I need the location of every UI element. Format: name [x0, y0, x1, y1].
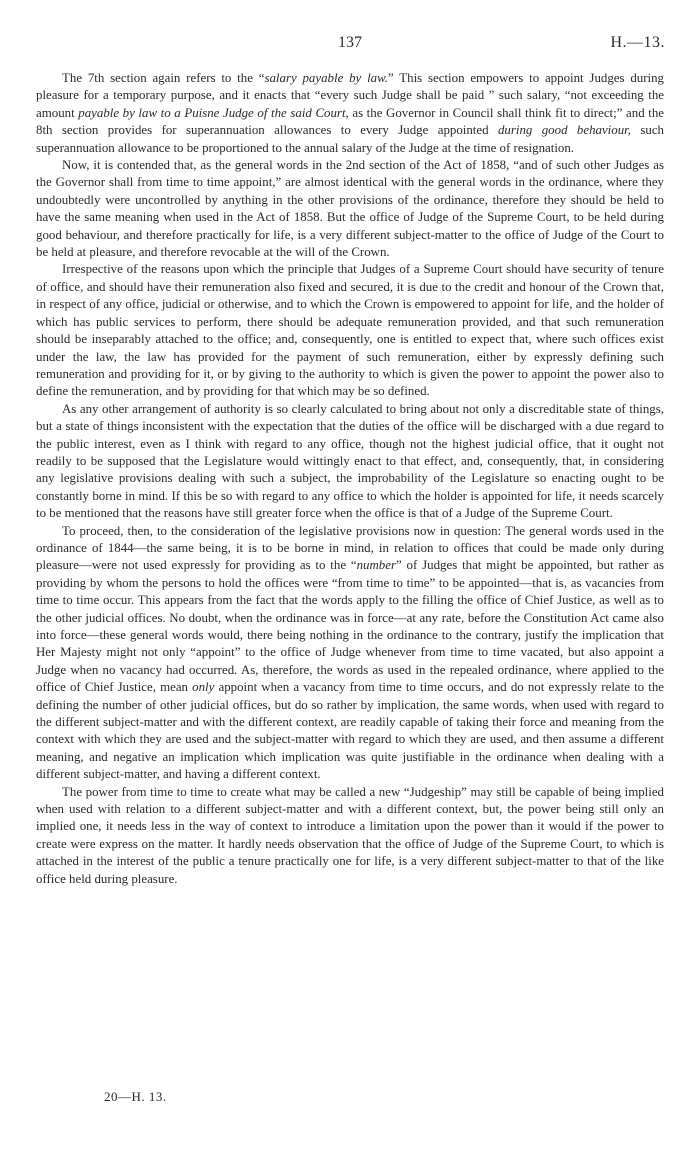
italic-emphasis: salary payable by law.	[264, 71, 388, 85]
italic-emphasis: only	[192, 680, 215, 695]
italic-emphasis: number	[356, 558, 396, 573]
italic-emphasis: during good behaviour,	[497, 123, 631, 138]
italic-emphasis: payable by law to a Puisne Judge of the said Court,	[78, 105, 349, 120]
paragraph: The power from time to time to create what may be called a new “Judgeship” may still be capable of being implied when used with relation to a different subject-matter and with a different context, but, the power being still only an implied one, it needs less in the way of context to introduce a limitation upon the power than it would if the power to create were express on the matter. It hardly needs observation that the office of Judge of the Supreme Court, to which is attached in the interest of the public a tenure practically one for life, is a very different subject-matter to that of the like office held during pleasure.	[36, 784, 664, 886]
paragraph: Irrespective of the reasons upon which the principle that Judges of a Supreme Court should have security of tenure of office, and should have their remuneration also fixed and secured, it is due to the credit and honour of the Crown that, in respect of any office, judicial or otherwise, and to which the Crown is empowered to appoint for life, and the holder of which has public services to perform, there should be adequate remuneration provided, and that such remuneration should be inseparably attached to the office; and, consequently, one is entitled to expect that, where such offices exist under the law, the law has provided for the payment of such remuneration, either by expressly defining such remuneration and providing for it, or by giving to the authority to which is given the power to appoint the power also to define the remuneration, and by providing for that which may be so defined.	[36, 262, 664, 399]
paragraph: The 7th section again refers to the “salary payable by law.” This section empowers to appoint Judges during pleasure for a temporary purpose, and it enacts that “every such Judge shall be paid ” such salary, “not exceeding the amount payable by law to a Puisne Judge of the said Court, as the Governor in Council shall think fit to direct;” and the 8th section provides for superannuation allowances to every Judge appointed during good behaviour, such superannuation allowance to be proportioned to the annual salary of the Judge at the time of resignation.	[36, 71, 664, 155]
paragraph: To proceed, then, to the consideration of the legislative provisions now in question: The general words used in the ordinance of 1844—the same being, it is to be borne in mind, in relation to offices that could be made only during pleasure—were not used expressly for providing as to the “number” of Judges that might be appointed, but rather as providing by whom the persons to hold the offices were “from time to time” to be appointed—that is, as vacancies from time to time occur. This appears from the fact that the words apply to the filling the office of Chief Justice, as well as to the other judicial offices. No doubt, when the ordinance was in force—at any rate, before the Constitution Act came also into force—these general words would, there being nothing in the ordinance to the contrary, justify the implication that Her Majesty might not only “appoint” to the office of Judge whenever from time to time vacated, but also appoint a Judge when no vacancy had occurred. As, therefore, the words as used in the repealed ordinance, where applied to the office of Chief Justice, mean only appoint when a vacancy from time to time occurs, and do not expressly relate to the defining the number of other judicial offices, but do so rather by implication, the same words, when used with regard to the different subject-matter and with the different context, are readily capable of taking their force and meaning from the context with which they are used and the subject-matter with regard to which they are used, and then assume a different meaning, and negative an implication which implication was quite justifiable in the ordinance when dealing with a different subject-matter, and having a different context.	[36, 523, 664, 782]
page-number: 137	[338, 34, 362, 51]
paragraph: As any other arrangement of authority is so clearly calculated to bring about not only a discreditable state of things, but a state of things inconsistent with the expectation that the duties of the office will be discharged with a due regard to the public interest, even as I think with regard to any office, though not the highest judicial office, that it ought not readily to be supposed that the Legislature would wittingly enact to that effect, and, consequently, that, in considering any legislative provisions dealing with such a subject, the improbability of the Legislature so enacting ought to be constantly borne in mind. If this be so with regard to any office to which the holder is appointed for life, it needs scarcely to be mentioned that the reasons have still greater force when the office is that of a Judge of the Supreme Court.	[36, 401, 664, 521]
paragraph: Now, it is contended that, as the general words in the 2nd section of the Act of 1858, “and of such other Judges as the Governor shall from time to time appoint,” are almost identical with the general words in the ordinance, where they undoubtedly were uncontrolled by anything in the other provisions of the ordinance, therefore they should be held to have the same meaning when used in the Act of 1858. But the office of Judge of the Supreme Court, to be held during good behaviour, and therefore practically for life, is a very different subject-matter to the office of Judge of the Court to be held at pleasure, and therefore revocable at the will of the Crown.	[36, 158, 664, 260]
document-reference: H.—13.	[610, 34, 665, 51]
printer-signature-mark: 20—H. 13.	[104, 1089, 167, 1104]
body-text	[36, 70, 664, 888]
